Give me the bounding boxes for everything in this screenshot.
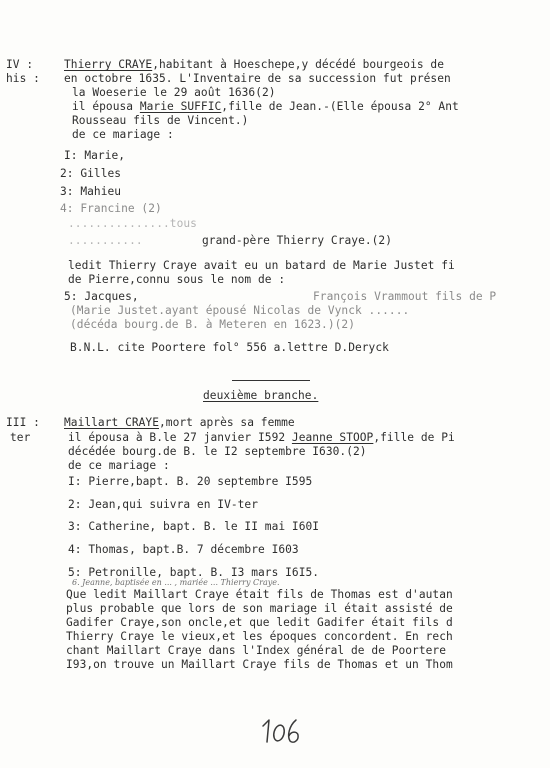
handwritten-note: 6. Jeanne, baptisée en ... , mariée ... Thierry Craye. — [72, 578, 280, 587]
faded-line: ...............tous — [68, 217, 197, 230]
margin-note: his : — [6, 72, 40, 85]
entry-line: de Pierre,connu sous le nom de : — [68, 273, 286, 286]
child-entry: 4: Thomas, bapt.B. 7 décembre I603 — [68, 543, 299, 556]
child-entry: 5: Jacques, — [64, 290, 139, 303]
paragraph-line: I93,on trouve un Maillart Craye fils de Thomas et un Thom — [66, 658, 453, 671]
entry-text: ,mort après sa femme — [159, 416, 295, 429]
entry-line — [68, 431, 455, 445]
entry-line: ledit Thierry Craye avait eu un batard de Marie Justet fi — [68, 259, 455, 272]
divider-line — [232, 380, 310, 381]
generation-number-iv: IV : — [6, 58, 34, 71]
generation-number-iii: III : — [6, 416, 40, 429]
entry-line: la Woeserie le 29 août 1636(2) — [72, 86, 276, 99]
entry-line: (Marie Justet.ayant épousé Nicolas de Vynck ...... — [70, 304, 410, 317]
paragraph-line: Thierry Craye le vieux,et les époques concordent. En rech — [66, 630, 453, 643]
child-entry: I: Marie, — [64, 149, 126, 162]
child-entry: 4: Francine (2) — [60, 202, 162, 215]
spouse-name: Marie SUFFIC — [139, 100, 222, 113]
child-entry: 2: Jean,qui suivra en IV-ter — [68, 498, 258, 511]
paragraph-line: Gadifer Craye,son oncle,et que ledit Gadifer était fils d — [66, 616, 453, 629]
entry-line: de ce mariage : — [72, 128, 174, 141]
child-entry: 3: Mahieu — [60, 185, 122, 198]
entry-line: (décéda bourg.de B. à Meteren en 1623.)(2) — [70, 318, 355, 331]
entry-line: de ce mariage : — [68, 459, 170, 472]
entry-line: grand-père Thierry Craye.(2) — [202, 234, 392, 247]
child-entry: I: Pierre,bapt. B. 20 septembre I595 — [68, 475, 313, 488]
entry-text: il épousa à B.le 27 janvier I592 — [68, 431, 292, 444]
entry-line: en octobre 1635. L'Inventaire de sa succession fut présen — [64, 72, 451, 85]
entry-text: ,habitant à Hoeschepe,y décédé bourgeois de — [152, 58, 444, 71]
entry-line — [72, 100, 459, 114]
source-citation: B.N.L. cite Poortere fol° 556 a.lettre D.Deryck — [70, 341, 389, 354]
entry-line: François Vrammout fils de P — [313, 290, 497, 303]
section-heading: deuxième branche. — [203, 389, 319, 402]
entry-text: ,fille de Pi — [373, 431, 455, 444]
child-entry: 3: Catherine, bapt. B. le II mai I60I — [68, 520, 320, 533]
margin-note: ter — [10, 431, 31, 444]
child-entry: 5: Petronille, bapt. B. I3 mars I6I5. — [68, 566, 320, 579]
entry-line: Rousseau fils de Vincent.) — [72, 114, 249, 127]
entry-text: il épousa — [72, 100, 140, 113]
spouse-name: Jeanne STOOP — [291, 431, 374, 444]
paragraph-line: chant Maillart Craye dans l'Index général de de Poortere — [66, 644, 446, 657]
child-entry: 2: Gilles — [60, 167, 122, 180]
paragraph-line: plus probable que lors de son mariage il était assisté de — [66, 602, 453, 615]
faded-line-prefix: ........... — [68, 234, 143, 247]
paragraph-line: Que ledit Maillart Craye était fils de Thomas est d'autan — [66, 588, 453, 601]
entry-line: décédée bourg.de B. le I2 septembre I630.(2) — [68, 445, 367, 458]
handwritten-page-number — [258, 716, 308, 746]
person-name: Maillart CRAYE — [64, 416, 159, 429]
entry-line — [64, 416, 295, 430]
entry-line — [64, 58, 444, 72]
person-name: Thierry CRAYE — [64, 58, 153, 71]
entry-text: ,fille de Jean.-(Elle épousa 2° Ant — [221, 100, 459, 113]
